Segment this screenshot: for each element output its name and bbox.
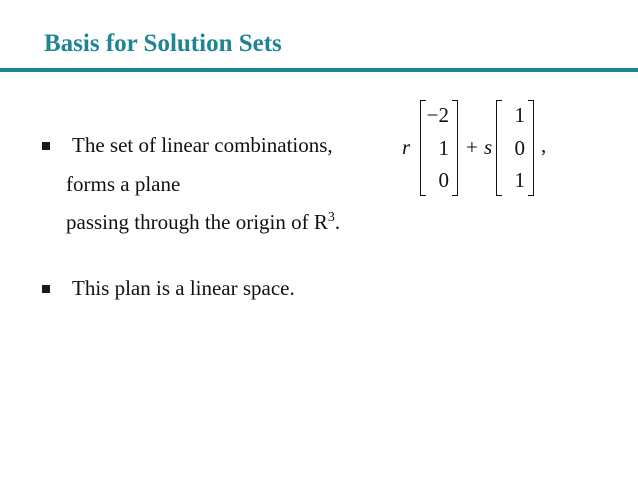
coefficient-s: s <box>484 135 493 159</box>
bullet1-line3-superscript: 3 <box>327 210 335 225</box>
vector-1 <box>420 100 458 196</box>
vector-2-entry-2: 0 <box>514 136 525 160</box>
bullet1-line3-text: passing through the origin of R <box>66 210 328 234</box>
bullet-marker-1 <box>42 142 50 150</box>
coefficient-r: r <box>402 135 411 159</box>
bullet1-line3 <box>66 210 340 235</box>
vector-1-right-bracket <box>452 100 458 196</box>
vector-2 <box>496 100 534 196</box>
vector-1-left-bracket <box>420 100 426 196</box>
plus-sign: + <box>466 135 478 159</box>
vector-2-right-bracket <box>528 100 534 196</box>
vector-2-entry-1: 1 <box>514 103 525 127</box>
title-divider <box>0 68 638 72</box>
bullet1-line3-end: . <box>334 210 341 234</box>
equation-comma: , <box>541 133 547 157</box>
vector-2-left-bracket <box>496 100 502 196</box>
bullet1-line2: forms a plane <box>66 172 181 196</box>
vector-1-entry-2: 1 <box>438 136 449 160</box>
slide-title: Basis for Solution Sets <box>44 30 282 57</box>
bullet1-line1: The set of linear combinations, <box>72 133 333 157</box>
bullet-marker-2 <box>42 285 50 293</box>
bullet2-line1: This plan is a linear space. <box>72 276 295 300</box>
vector-1-entry-1: −2 <box>426 103 449 127</box>
vector-2-entry-3: 1 <box>514 168 525 192</box>
vector-1-entry-3: 0 <box>438 168 449 192</box>
